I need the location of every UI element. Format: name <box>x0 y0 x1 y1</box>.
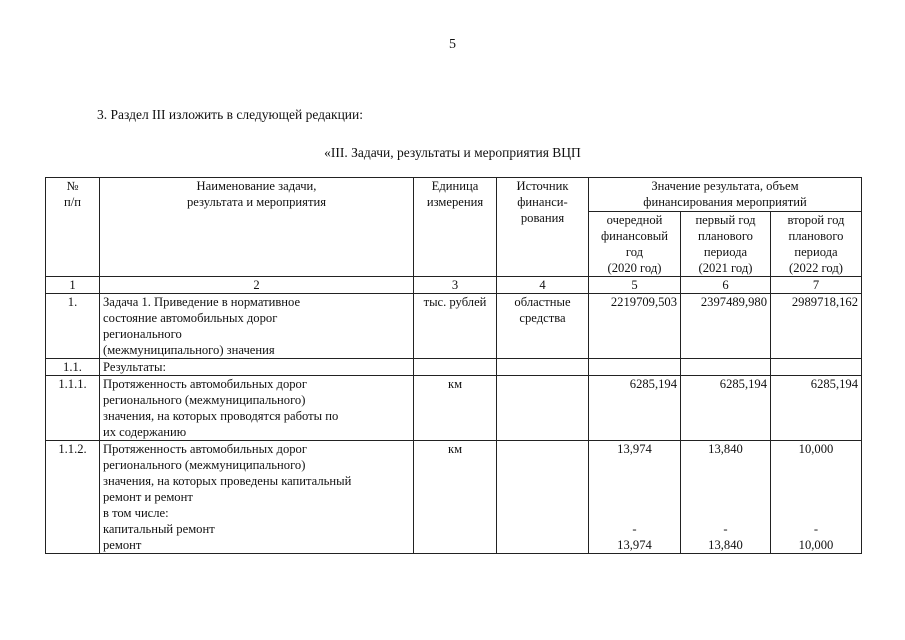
row-value-2020: 2219709,503 <box>589 294 681 359</box>
blank-line <box>774 473 858 489</box>
row-source-line: областные <box>514 295 571 309</box>
header-text: (2022 год) <box>789 261 843 275</box>
intro-text: 3. Раздел III изложить в следующей редакции: <box>97 107 364 122</box>
header-year-2022 <box>771 212 862 277</box>
header-text: п/п <box>64 195 81 209</box>
header-year-2020 <box>589 212 681 277</box>
table-row <box>46 359 862 376</box>
blank-line <box>774 505 858 521</box>
row-value-2022 <box>771 359 862 376</box>
row-name-line: ремонт и ремонт <box>103 490 193 504</box>
header-unit <box>414 178 497 277</box>
column-number: 5 <box>589 277 681 294</box>
row-value-line: 10,000 <box>798 538 834 552</box>
header-text: первый год <box>695 213 756 227</box>
row-source <box>497 376 589 441</box>
row-name-line: в том числе: <box>103 506 169 520</box>
header-text: № <box>66 179 79 193</box>
row-name-line: регионального <box>103 327 182 341</box>
header-text: периода <box>703 245 748 259</box>
row-value-2020 <box>589 359 681 376</box>
blank-line <box>684 505 767 521</box>
header-text: год <box>625 245 644 259</box>
section-title: «III. Задачи, результаты и мероприятия ВЦП <box>324 145 581 160</box>
row-name <box>100 441 414 554</box>
row-name-line: ремонт <box>103 538 142 552</box>
header-text: (2020 год) <box>607 261 662 275</box>
column-number: 1 <box>46 277 100 294</box>
row-name <box>100 294 414 359</box>
header-text: (2021 год) <box>698 261 753 275</box>
row-value-2022: 2989718,162 <box>771 294 862 359</box>
header-number <box>46 178 100 277</box>
blank-line <box>684 473 767 489</box>
column-number: 3 <box>414 277 497 294</box>
header-source <box>497 178 589 277</box>
header-name <box>100 178 414 277</box>
column-number: 2 <box>100 277 414 294</box>
row-value-2022 <box>771 441 862 554</box>
column-number: 7 <box>771 277 862 294</box>
row-unit: тыс. рублей <box>414 294 497 359</box>
row-name-line: регионального (межмуниципального) <box>103 458 306 472</box>
row-value-2021 <box>681 441 771 554</box>
row-value-line: 13,840 <box>708 538 743 552</box>
header-text: измерения <box>426 195 484 209</box>
column-number: 4 <box>497 277 589 294</box>
row-value-2022: 6285,194 <box>771 376 862 441</box>
header-value-group <box>589 178 862 212</box>
header-text: очередной <box>606 213 663 227</box>
row-value-line: - <box>632 522 637 536</box>
row-value-line: 10,000 <box>798 442 834 456</box>
header-text: периода <box>794 245 838 259</box>
header-text: результата и мероприятия <box>186 195 326 209</box>
row-name-line: состояние автомобильных дорог <box>103 311 278 325</box>
table-row <box>46 441 862 554</box>
blank-line <box>592 489 677 505</box>
row-number: 1.1. <box>46 359 100 376</box>
table-row <box>46 376 862 441</box>
row-name: Результаты: <box>100 359 414 376</box>
header-text: рования <box>520 211 565 225</box>
row-name-line: Протяженность автомобильных дорог <box>103 442 308 456</box>
header-text: Наименование задачи, <box>196 179 317 193</box>
row-name-line: Протяженность автомобильных дорог <box>103 377 308 391</box>
row-name-line: Задача 1. Приведение в нормативное <box>103 295 301 309</box>
header-text: второй год <box>787 213 845 227</box>
tasks-table <box>45 177 862 554</box>
row-number: 1. <box>46 294 100 359</box>
row-number: 1.1.1. <box>46 376 100 441</box>
row-name-line: капитальный ремонт <box>103 522 215 536</box>
header-year-2021 <box>681 212 771 277</box>
row-name-line: их содержанию <box>103 425 187 439</box>
row-value-line: 13,974 <box>617 538 652 552</box>
header-row-top <box>46 178 862 212</box>
blank-line <box>592 473 677 489</box>
column-number-row <box>46 277 862 294</box>
row-name-line: (межмуниципального) значения <box>103 343 275 357</box>
header-text: планового <box>788 229 844 243</box>
row-name-line: значения, на которых проводятся работы по <box>103 409 339 423</box>
page-number: 5 <box>449 37 456 52</box>
row-name-line: значения, на которых проведены капитальный <box>103 474 352 488</box>
row-value-2021: 2397489,980 <box>681 294 771 359</box>
row-value-2021 <box>681 359 771 376</box>
row-source <box>497 359 589 376</box>
row-source-line: средства <box>519 311 566 325</box>
row-value-2020: 6285,194 <box>589 376 681 441</box>
header-text: Значение результата, объем <box>651 179 799 193</box>
row-value-2021: 6285,194 <box>681 376 771 441</box>
row-unit <box>414 359 497 376</box>
header-text: планового <box>698 229 753 243</box>
column-number: 6 <box>681 277 771 294</box>
header-text: финансирования мероприятий <box>643 195 807 209</box>
row-name <box>100 376 414 441</box>
row-number: 1.1.2. <box>46 441 100 554</box>
row-value-line: - <box>723 522 728 536</box>
row-value-line: - <box>813 522 819 536</box>
header-text: финансовый <box>600 229 668 243</box>
header-text: Источник <box>516 179 569 193</box>
row-unit: км <box>414 441 497 554</box>
blank-line <box>592 505 677 521</box>
header-text: Единица <box>431 179 479 193</box>
blank-line <box>774 457 858 473</box>
blank-line <box>684 489 767 505</box>
row-source <box>497 441 589 554</box>
table-row <box>46 294 862 359</box>
row-value-2020 <box>589 441 681 554</box>
blank-line <box>684 457 767 473</box>
header-text: финанси- <box>517 195 568 209</box>
row-value-line: 13,840 <box>708 442 743 456</box>
row-unit: км <box>414 376 497 441</box>
row-name-line: регионального (межмуниципального) <box>103 393 306 407</box>
blank-line <box>774 489 858 505</box>
row-value-line: 13,974 <box>617 442 652 456</box>
blank-line <box>592 457 677 473</box>
row-source <box>497 294 589 359</box>
